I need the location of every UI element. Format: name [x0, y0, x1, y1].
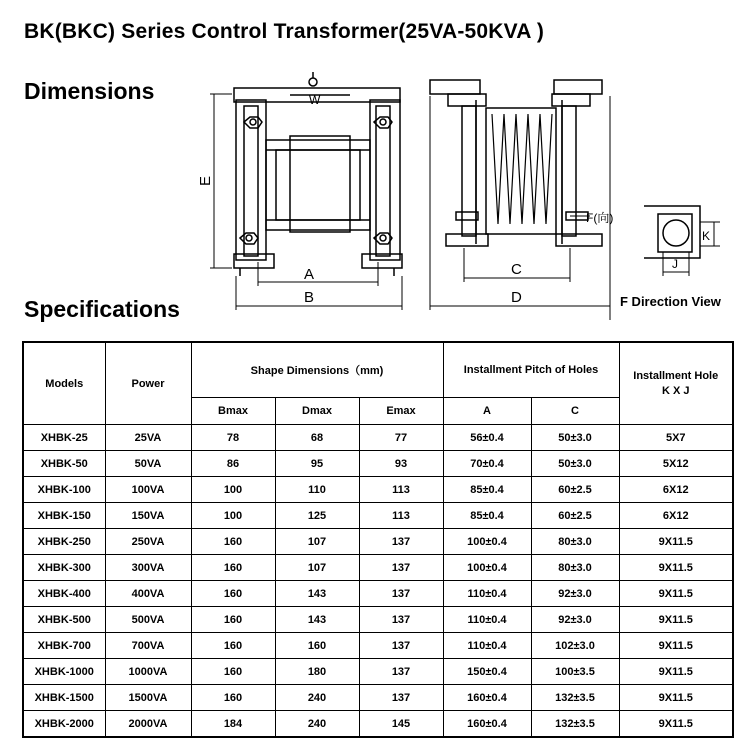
cell-dmax: 107: [275, 529, 359, 555]
cell-model: XHBK-300: [23, 555, 105, 581]
header-installment-hole-line2: K X J: [661, 384, 690, 397]
svg-text:W: W: [309, 93, 321, 107]
cell-bmax: 160: [191, 685, 275, 711]
cell-hole-size: 9X11.5: [619, 529, 733, 555]
cell-bmax: 78: [191, 425, 275, 451]
cell-pitch-c: 80±3.0: [531, 555, 619, 581]
cell-emax: 137: [359, 529, 443, 555]
cell-power: 50VA: [105, 451, 191, 477]
cell-pitch-c: 100±3.5: [531, 659, 619, 685]
cell-pitch-c: 92±3.0: [531, 581, 619, 607]
table-row: [23, 529, 733, 555]
cell-bmax: 160: [191, 555, 275, 581]
cell-model: XHBK-2000: [23, 711, 105, 738]
cell-power: 250VA: [105, 529, 191, 555]
cell-dmax: 240: [275, 711, 359, 738]
cell-dmax: 143: [275, 607, 359, 633]
cell-emax: 113: [359, 477, 443, 503]
cell-pitch-a: 110±0.4: [443, 633, 531, 659]
cell-hole-size: 9X11.5: [619, 659, 733, 685]
cell-power: 25VA: [105, 425, 191, 451]
cell-pitch-c: 60±2.5: [531, 477, 619, 503]
cell-emax: 145: [359, 711, 443, 738]
cell-bmax: 160: [191, 607, 275, 633]
cell-model: XHBK-1500: [23, 685, 105, 711]
cell-pitch-a: 85±0.4: [443, 477, 531, 503]
cell-model: XHBK-250: [23, 529, 105, 555]
cell-bmax: 184: [191, 711, 275, 738]
cell-emax: 137: [359, 607, 443, 633]
cell-hole-size: 6X12: [619, 503, 733, 529]
cell-emax: 113: [359, 503, 443, 529]
header-installment-hole: [619, 342, 733, 425]
cell-model: XHBK-150: [23, 503, 105, 529]
f-direction-caption: F Direction View: [620, 294, 721, 309]
cell-hole-size: 9X11.5: [619, 685, 733, 711]
specifications-heading: Specifications: [24, 296, 180, 322]
cell-model: XHBK-500: [23, 607, 105, 633]
header-installment-pitch: Installment Pitch of Holes: [443, 342, 619, 398]
label-j: J: [672, 257, 678, 271]
cell-hole-size: 5X12: [619, 451, 733, 477]
cell-model: XHBK-25: [23, 425, 105, 451]
dimensions-heading: Dimensions: [24, 78, 155, 104]
label-a: A: [304, 266, 315, 283]
label-c: C: [511, 261, 522, 278]
cell-pitch-a: 56±0.4: [443, 425, 531, 451]
cell-pitch-a: 100±0.4: [443, 529, 531, 555]
cell-dmax: 240: [275, 685, 359, 711]
table-row: [23, 555, 733, 581]
side-view: [430, 80, 610, 320]
header-shape-dimensions: Shape Dimensions（mm): [191, 342, 443, 398]
label-b: B: [304, 289, 315, 306]
cell-model: XHBK-700: [23, 633, 105, 659]
cell-bmax: 86: [191, 451, 275, 477]
cell-pitch-c: 92±3.0: [531, 607, 619, 633]
header-emax: Emax: [359, 398, 443, 425]
cell-pitch-a: 160±0.4: [443, 685, 531, 711]
cell-pitch-c: 50±3.0: [531, 451, 619, 477]
cell-emax: 77: [359, 425, 443, 451]
cell-bmax: 100: [191, 477, 275, 503]
cell-bmax: 100: [191, 503, 275, 529]
cell-pitch-c: 132±3.5: [531, 711, 619, 738]
cell-model: XHBK-1000: [23, 659, 105, 685]
page-title: BK(BKC) Series Control Transformer(25VA-50KVA ): [24, 20, 545, 43]
cell-bmax: 160: [191, 633, 275, 659]
header-models: Models: [23, 342, 105, 425]
label-d: D: [511, 289, 522, 306]
cell-hole-size: 9X11.5: [619, 607, 733, 633]
table-row: [23, 425, 733, 451]
cell-dmax: 110: [275, 477, 359, 503]
cell-hole-size: 5X7: [619, 425, 733, 451]
cell-hole-size: 9X11.5: [619, 555, 733, 581]
cell-emax: 137: [359, 659, 443, 685]
cell-hole-size: 9X11.5: [619, 711, 733, 738]
cell-pitch-a: 85±0.4: [443, 503, 531, 529]
cell-pitch-a: 150±0.4: [443, 659, 531, 685]
cell-bmax: 160: [191, 659, 275, 685]
header-a: A: [443, 398, 531, 425]
table-row: [23, 581, 733, 607]
specifications-table: [22, 341, 734, 738]
cell-pitch-c: 50±3.0: [531, 425, 619, 451]
cell-emax: 137: [359, 555, 443, 581]
cell-pitch-c: 102±3.0: [531, 633, 619, 659]
cell-emax: 137: [359, 581, 443, 607]
table-row: [23, 503, 733, 529]
header-installment-hole-line1: Installment Hole: [633, 369, 719, 382]
cell-dmax: 68: [275, 425, 359, 451]
table-row: [23, 659, 733, 685]
cell-pitch-a: 160±0.4: [443, 711, 531, 738]
table-row: [23, 685, 733, 711]
cell-model: XHBK-50: [23, 451, 105, 477]
cell-hole-size: 6X12: [619, 477, 733, 503]
cell-power: 2000VA: [105, 711, 191, 738]
header-row-1: [23, 342, 733, 398]
cell-model: XHBK-100: [23, 477, 105, 503]
cell-hole-size: 9X11.5: [619, 581, 733, 607]
header-power: Power: [105, 342, 191, 425]
cell-pitch-c: 80±3.0: [531, 529, 619, 555]
cell-pitch-c: 60±2.5: [531, 503, 619, 529]
cell-dmax: 160: [275, 633, 359, 659]
cell-power: 500VA: [105, 607, 191, 633]
dimension-drawing: [0, 0, 750, 340]
table-row: [23, 633, 733, 659]
cell-bmax: 160: [191, 581, 275, 607]
specifications-table-body: [23, 425, 733, 738]
label-f: F(向): [586, 211, 614, 225]
cell-power: 1000VA: [105, 659, 191, 685]
cell-power: 300VA: [105, 555, 191, 581]
label-e: E: [197, 175, 214, 186]
header-dmax: Dmax: [275, 398, 359, 425]
cell-bmax: 160: [191, 529, 275, 555]
table-row: [23, 477, 733, 503]
cell-power: 100VA: [105, 477, 191, 503]
cell-power: 150VA: [105, 503, 191, 529]
cell-power: 400VA: [105, 581, 191, 607]
cell-power: 700VA: [105, 633, 191, 659]
cell-pitch-a: 110±0.4: [443, 607, 531, 633]
cell-dmax: 107: [275, 555, 359, 581]
cell-model: XHBK-400: [23, 581, 105, 607]
table-row: [23, 711, 733, 738]
cell-hole-size: 9X11.5: [619, 633, 733, 659]
cell-emax: 93: [359, 451, 443, 477]
cell-pitch-a: 110±0.4: [443, 581, 531, 607]
table-row: [23, 607, 733, 633]
cell-dmax: 143: [275, 581, 359, 607]
cell-pitch-a: 100±0.4: [443, 555, 531, 581]
cell-dmax: 95: [275, 451, 359, 477]
cell-dmax: 125: [275, 503, 359, 529]
cell-emax: 137: [359, 633, 443, 659]
cell-pitch-a: 70±0.4: [443, 451, 531, 477]
cell-power: 1500VA: [105, 685, 191, 711]
header-c: C: [531, 398, 619, 425]
cell-dmax: 180: [275, 659, 359, 685]
header-bmax: Bmax: [191, 398, 275, 425]
table-row: [23, 451, 733, 477]
cell-emax: 137: [359, 685, 443, 711]
cell-pitch-c: 132±3.5: [531, 685, 619, 711]
label-k: K: [702, 229, 711, 243]
